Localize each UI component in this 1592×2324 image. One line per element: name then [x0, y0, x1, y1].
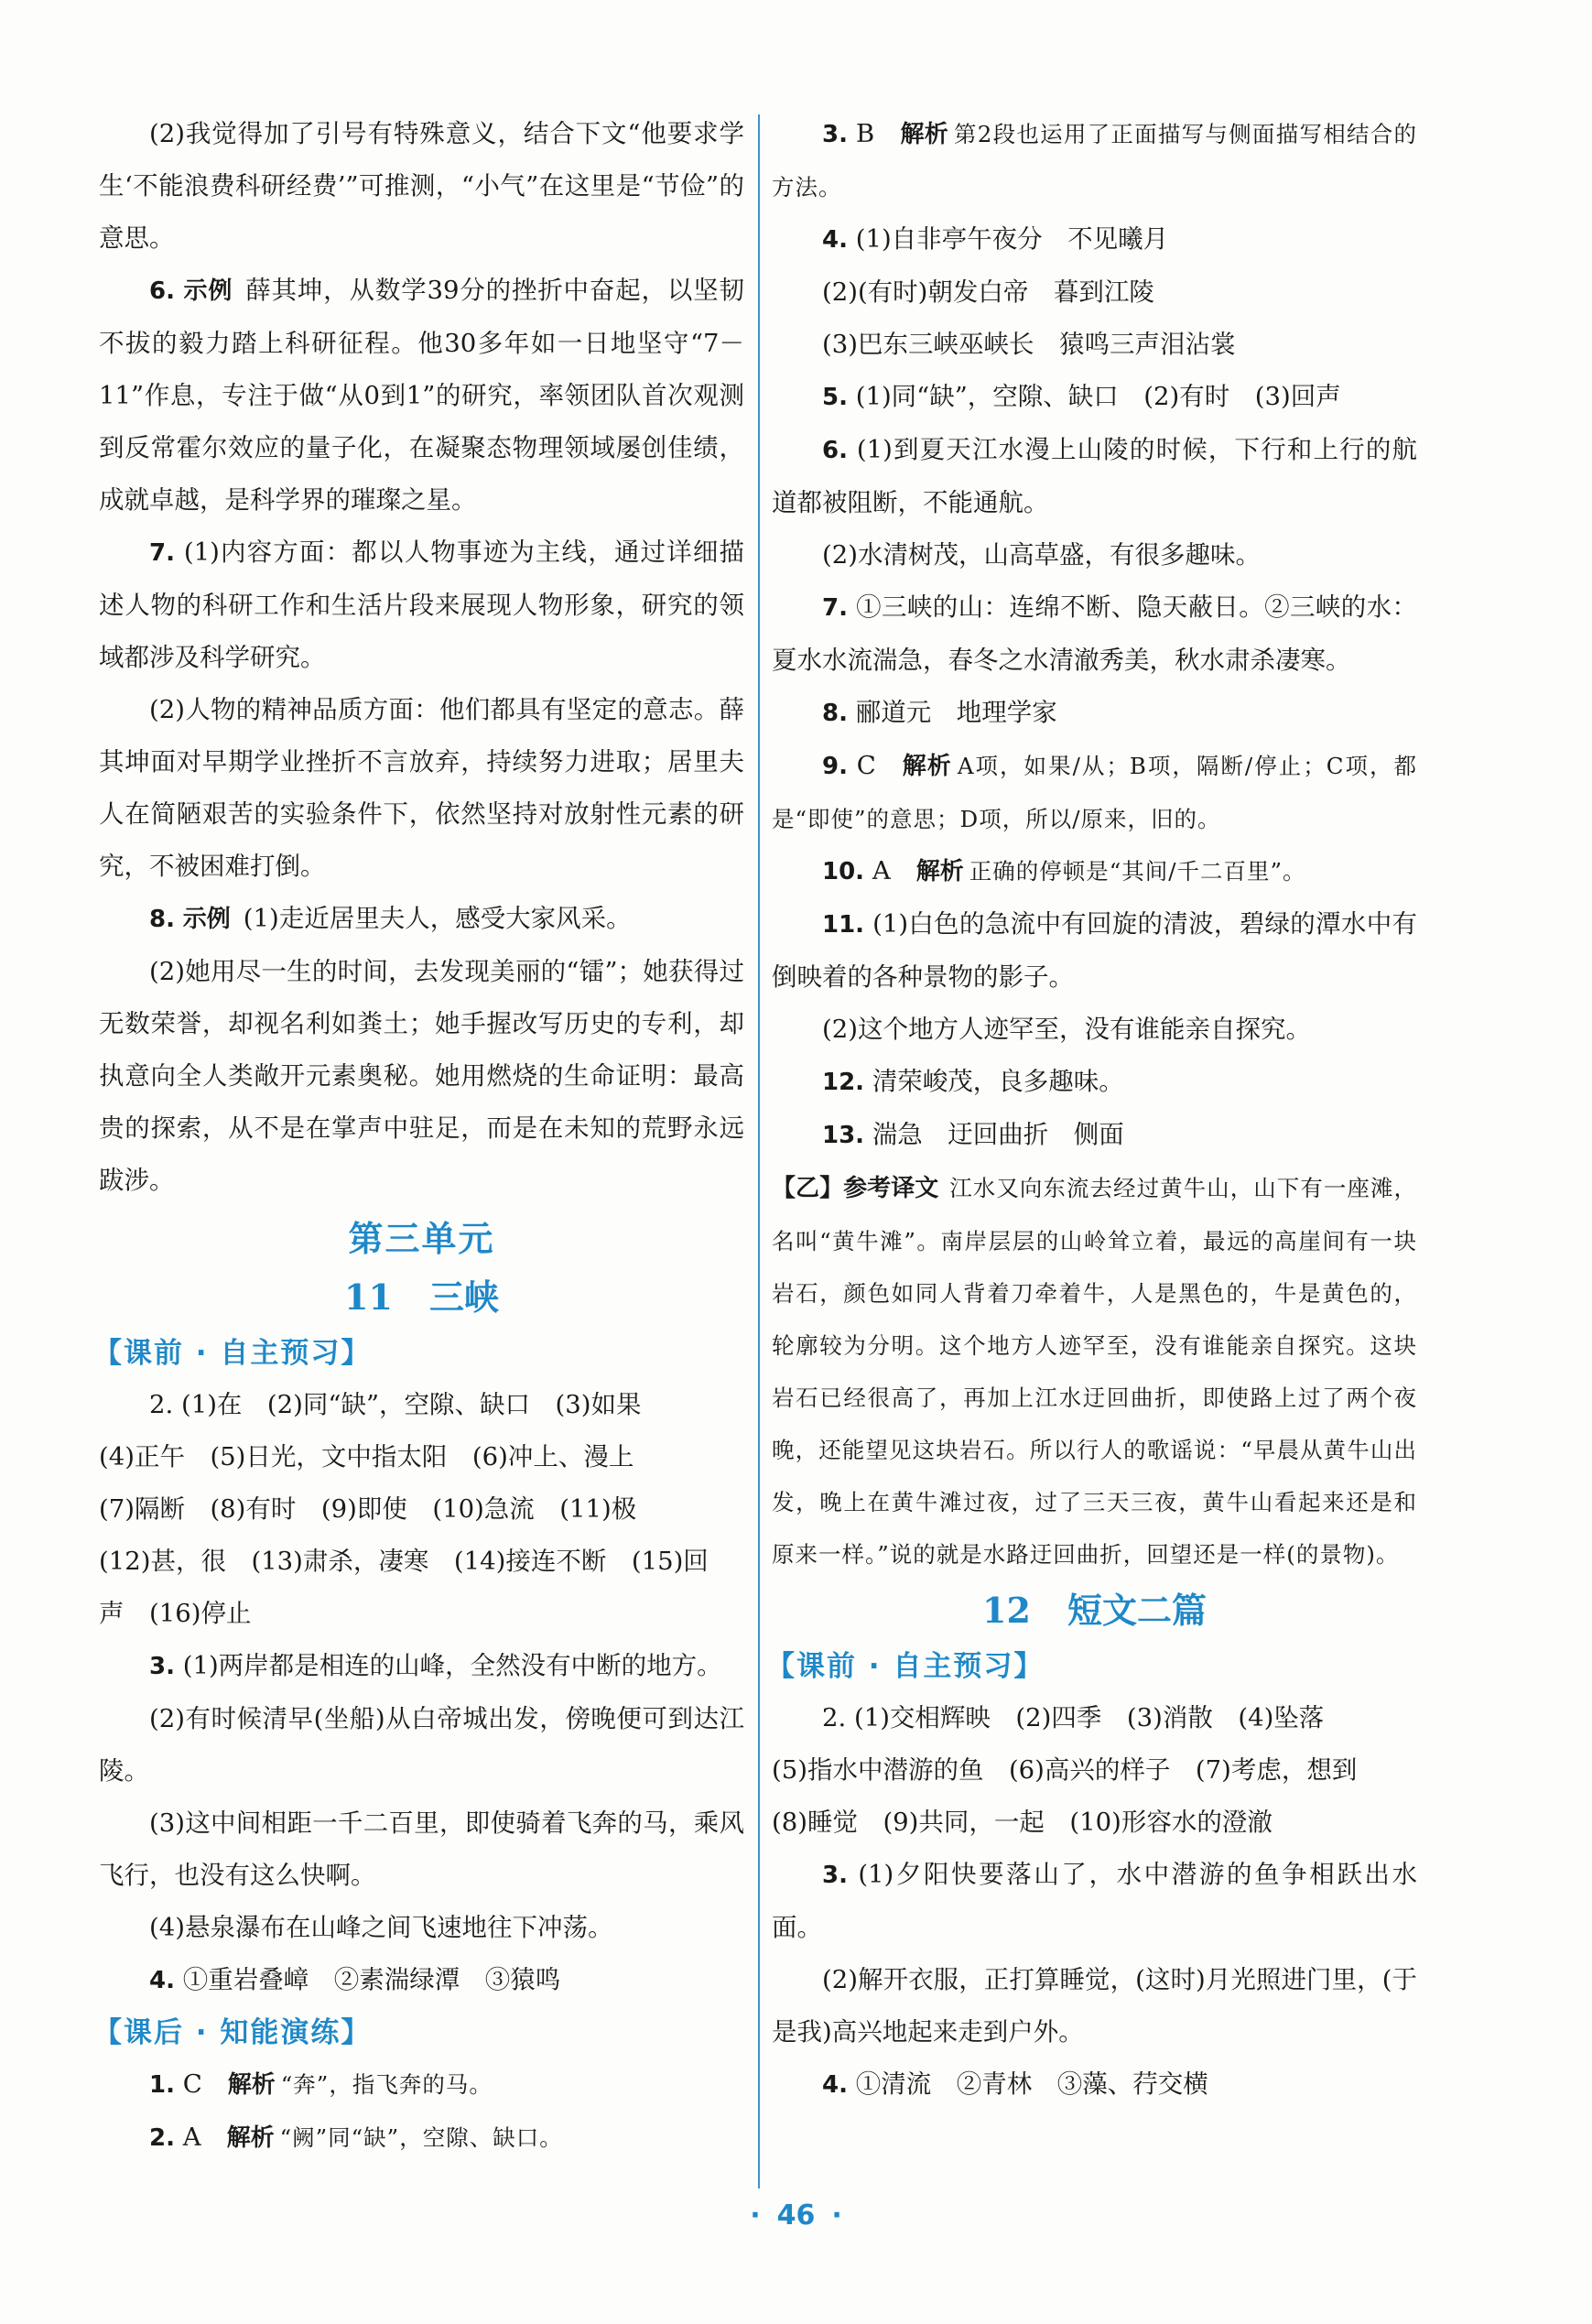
page-footer: [0, 2198, 1592, 2234]
preview-2-line-3: (8)睡觉 (9)共同，一起 (10)形容水的澄澈: [772, 1808, 1273, 1837]
reference-translation: [772, 1162, 1417, 1580]
question-number: 10.: [822, 858, 865, 885]
answer-text: (1)夕阳快要落山了，水中潜游的鱼争相跃出水面。: [772, 1860, 1418, 1942]
answer-12: [772, 1056, 1417, 1109]
answer-text: ①三峡的山：连绵不断、隐天蔽日。②三峡的水：夏水水流湍急，春冬之水清澈秀美，秋水肃杀凄寒。: [772, 592, 1417, 675]
practice-1: [99, 2058, 744, 2112]
column-divider: [758, 114, 760, 2188]
preview-2-line-5: 声 (16)停止: [99, 1599, 252, 1628]
question-number: 13.: [822, 1122, 865, 1149]
lesson-number: 12: [982, 1590, 1031, 1631]
answer-4: [772, 213, 1417, 266]
answer-6-2: (2)水清树茂，山高草盛，有很多趣味。: [822, 540, 1261, 570]
footer-dot-left: ·: [750, 2199, 761, 2232]
analysis-label: 解析: [226, 2124, 275, 2152]
preview-3-3: (3)这中间相距一千二百里，即使骑着飞奔的马，乘风飞行，也没有这么快啊。: [99, 1808, 744, 1890]
question-number: 12.: [822, 1069, 865, 1096]
question-number: 4.: [822, 226, 848, 254]
answer-7-2: (2)人物的精神品质方面：他们都具有坚定的意志。薛其坤面对早期学业挫折不言放弃，持续努力进取；居里夫人在简陋艰苦的实验条件下，依然坚持对放射性元素的研究，不被困难打倒。: [99, 695, 744, 881]
preview-2-line-1: 2. (1)交相辉映 (2)四季 (3)消散 (4)坠落: [822, 1703, 1325, 1732]
example-label: 示例: [183, 277, 233, 305]
answer-text: 湍急 迂回曲折 侧面: [872, 1120, 1124, 1149]
question-number: 2.: [149, 2124, 175, 2152]
question-number: 6.: [822, 437, 848, 464]
question-number: 4.: [822, 2071, 848, 2099]
answer-text: ①清流 ②青林 ③藻、荇交横: [855, 2069, 1208, 2099]
analysis-text: 正确的停顿是“其间/千二百里”。: [969, 858, 1306, 885]
answer-11: [772, 898, 1417, 1004]
question-number: 9.: [822, 753, 848, 780]
preview-3: [99, 1640, 744, 1693]
analysis-text: “阙”同“缺”，空隙、缺口。: [279, 2124, 563, 2151]
unit-title: 第三单元: [348, 1219, 495, 1259]
answer-text: (1)两岸都是相连的山峰，全然没有中断的地方。: [182, 1651, 722, 1680]
question-number: 7.: [149, 539, 175, 567]
page-number: 46: [776, 2199, 816, 2232]
preview-3: [772, 1849, 1417, 1954]
question-number: 3.: [822, 121, 848, 148]
analysis-label: 解析: [900, 121, 948, 148]
preview-3-4: (4)悬泉瀑布在山峰之间飞速地往下冲荡。: [149, 1913, 613, 1942]
lesson-number: 11: [344, 1276, 393, 1318]
answer-7: [772, 581, 1417, 687]
practice-2: [99, 2112, 744, 2165]
question-number: 1.: [149, 2071, 175, 2099]
answer-6: [772, 424, 1417, 529]
footer-dot-right: ·: [831, 2199, 842, 2232]
analysis-label: 解析: [901, 753, 952, 780]
translation-text: 江水又向东流去经过黄牛山，山下有一座滩，名叫“黄牛滩”。南岸层层的山岭耸立着，最远的高崖间有一块岩石，颜色如同人背着刀牵着牛，人是黑色的，牛是黄色的，轮廓较为分明。这个地方人迹罕至，没有谁能亲自探究。这块岩石已经很高了，再加上江水迂回曲折，即使路上过了两个夜晚，还能望见这块岩石。所以行人的歌谣说：“早晨从黄牛山出发，晚上在黄牛滩过夜，过了三天三夜，黄牛山看起来还是和原来一样。”说的就是水路迂回曲折，回望还是一样(的景物)。: [772, 1175, 1417, 1568]
example-label: 示例: [182, 906, 231, 933]
lesson-name: 短文二篇: [1067, 1591, 1207, 1631]
section-preview-heading: 【课前 · 自主预习】: [766, 1650, 1045, 1683]
analysis-text: “奔”，指飞奔的马。: [280, 2071, 493, 2098]
preview-3-2: (2)有时候清早(坐船)从白帝城出发，傍晚便可到达江陵。: [99, 1704, 744, 1786]
analysis-text: 第2段也运用了正面描写与侧面描写相结合的方法。: [772, 121, 1417, 201]
preview-2-line-3: (7)隔断 (8)有时 (9)即使 (10)急流 (11)极: [99, 1494, 637, 1524]
answer-5-2: (2)我觉得加了引号有特殊意义，结合下文“他要求学生‘不能浪费科研经费’”可推测，“小气”在这里是“节俭”的意思。: [99, 119, 744, 253]
analysis-label: 解析: [915, 858, 964, 885]
preview-2-line-1: 2. (1)在 (2)同“缺”，空隙、缺口 (3)如果: [149, 1390, 642, 1419]
question-number: 8.: [822, 700, 848, 727]
answer-choice: C: [182, 2069, 202, 2099]
section-practice-heading: 【课后 · 知能演练】: [93, 2016, 372, 2049]
answer-4-line-2: (2)(有时)朝发白帝 暮到江陵: [822, 277, 1154, 307]
preview-3-2: (2)解开衣服，正打算睡觉，(这时)月光照进门里，(于是我)高兴地起来走到户外。: [772, 1965, 1417, 2047]
analysis-label: 解析: [227, 2071, 276, 2099]
answer-choice: A: [182, 2123, 201, 2152]
answer-7: [99, 527, 744, 684]
answer-line-1: (1)自非亭午夜分 不见曦月: [855, 224, 1169, 254]
answer-5: [772, 371, 1417, 424]
preview-4: [99, 1954, 744, 2007]
answer-4-line-3: (3)巴东三峡巫峡长 猿鸣三声泪沾裳: [822, 330, 1236, 359]
question-number: 8.: [149, 906, 175, 933]
section-preview-heading: 【课前 · 自主预习】: [93, 1337, 372, 1370]
answer-8: [99, 893, 744, 946]
left-column: [93, 108, 744, 2165]
answer-11-2: (2)这个地方人迹罕至，没有谁能亲自探究。: [822, 1015, 1311, 1044]
lesson-12-title: [772, 1580, 1417, 1641]
question-number: 6.: [149, 277, 175, 305]
question-number: 11.: [822, 911, 865, 939]
preview-2-line-2: (4)正午 (5)日光，文中指太阳 (6)冲上、漫上: [99, 1442, 634, 1472]
lesson-11-title: [99, 1267, 744, 1328]
analysis-text: A项，如果/从；B项，隔断/停止；C项，都是“即使”的意思；D项，所以/原来，旧的。: [772, 753, 1417, 832]
answer-8: [772, 687, 1417, 740]
lesson-name: 三峡: [428, 1277, 499, 1318]
preview-4: [772, 2058, 1417, 2112]
question-number: 7.: [822, 594, 848, 622]
answer-text: (1)同“缺”，空隙、缺口 (2)有时 (3)回声: [855, 382, 1341, 411]
answer-10: [772, 845, 1417, 898]
answer-choice: C: [856, 751, 876, 780]
answer-text: 郦道元 地理学家: [855, 698, 1057, 727]
answer-choice: A: [872, 856, 891, 885]
preview-2-line-2: (5)指水中潜游的鱼 (6)高兴的样子 (7)考虑，想到: [772, 1755, 1358, 1785]
answer-8-2: (2)她用尽一生的时间，去发现美丽的“镭”；她获得过无数荣誉，却视名利如粪土；她手握改写历史的专利，却执意向全人类敞开元素奥秘。她用燃烧的生命证明：最高贵的探索，从不是在掌声中驻足，而是在未知的荒野永远跋涉。: [99, 957, 744, 1195]
translation-label: 【乙】参考译文: [772, 1175, 939, 1202]
answer-3: [772, 108, 1417, 213]
answer-text: (1)白色的急流中有回旋的清波，碧绿的潭水中有倒映着的各种景物的影子。: [772, 909, 1417, 992]
answer-text: 薛其坤，从数学39分的挫折中奋起，以坚韧不拔的毅力踏上科研征程。他30多年如一日地坚守“7－11”作息，专注于做“从0到1”的研究，率领团队首次观测到反常霍尔效应的量子化，在凝聚态物理领域屡创佳绩，成就卓越，是科学界的璀璨之星。: [99, 276, 744, 515]
answer-6: [99, 265, 744, 527]
answer-9: [772, 740, 1417, 845]
answer-text: (1)到夏天江水漫上山陵的时候，下行和上行的航道都被阻断，不能通航。: [772, 435, 1417, 517]
right-column: [766, 108, 1418, 2112]
answer-text: (1)内容方面：都以人物事迹为主线，通过详细描述人物的科研工作和生活片段来展现人物形象，研究的领域都涉及科学研究。: [99, 538, 744, 672]
answer-choice: B: [855, 119, 875, 148]
question-number: 3.: [822, 1862, 848, 1889]
answer-text: (1)走近居里夫人，感受大家风采。: [243, 904, 632, 933]
question-number: 4.: [149, 1967, 175, 1994]
answer-text: 清荣峻茂，良多趣味。: [872, 1067, 1124, 1096]
answer-13: [772, 1109, 1417, 1162]
answer-text: ①重岩叠嶂 ②素湍绿潭 ③猿鸣: [182, 1965, 561, 1994]
question-number: 5.: [822, 384, 848, 411]
question-number: 3.: [149, 1653, 175, 1680]
preview-2-line-4: (12)甚，很 (13)肃杀，凄寒 (14)接连不断 (15)回: [99, 1547, 709, 1576]
